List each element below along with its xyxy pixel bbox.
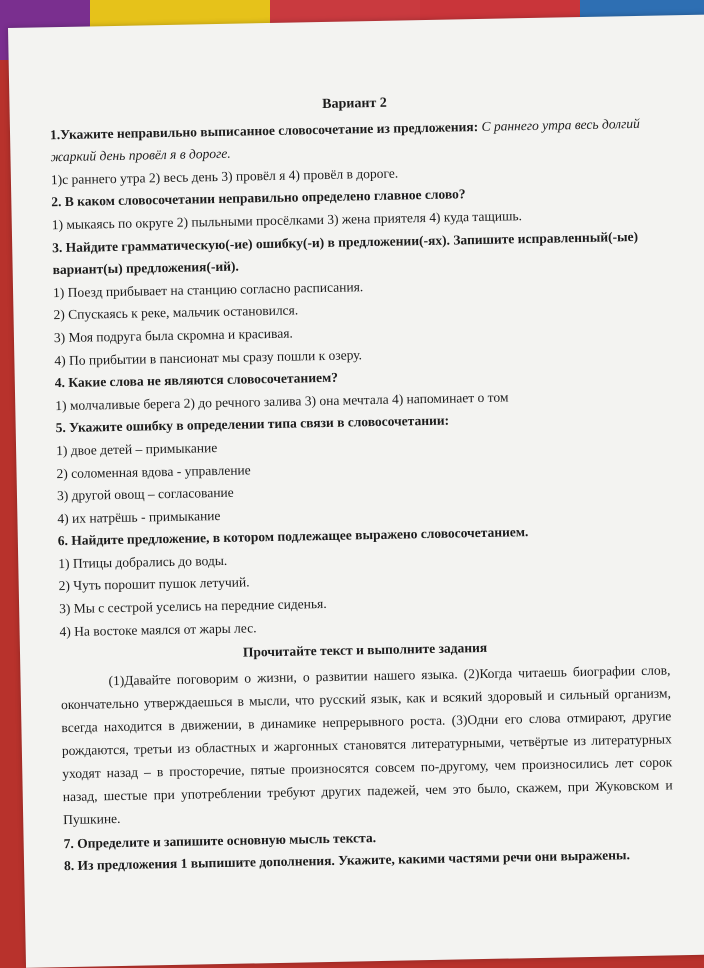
question-3-text: 3. Найдите грамматическую(-ие) ошибку(-и) в предложении(-ях). Запишите исправленный(-ые) вариант(ы) предложения(-ий).: [52, 228, 639, 278]
question-6-item: 3) Мы с сестрой уселись на передние сиденья.: [59, 596, 327, 617]
question-5-item: 1) двое детей – примыкание: [55, 439, 218, 459]
question-2-options: 1) мыкаясь по округе 2) пыльными просёлками 3) жена приятеля 4) куда тащишь.: [51, 208, 523, 233]
question-1-options: 1)с раннего утра 2) весь день 3) провёл я 4) провёл в дороге.: [50, 165, 399, 187]
question-3-item: 3) Моя подруга была скромна и красивая.: [53, 325, 293, 346]
question-5-item: 3) другой овощ – согласование: [56, 484, 234, 504]
worksheet-content: [49, 88, 674, 879]
question-3-item: 4) По прибытии в пансионат мы сразу пошли к озеру.: [54, 346, 363, 368]
question-3-item: 1) Поезд прибывает на станцию согласно расписания.: [52, 278, 364, 300]
text-section-paragraph: (1)Давайте поговорим о жизни, о развитии нашего языка. (2)Когда читаешь биографии слов, окончательно утверждаешься в мысли, что русский язык, как и всякий здоровый и сильный организм, всегда находится в движении, в динамике непрерывного роста. (3)Одни его слова отмирают, другие рождаются, третьи из областных и жаргонных становятся литературными, четвёртые из литературных уходят назад – в просторечие, пятые произносятся совсем по-другому, чем произносились лет сорок назад, шестые при употреблении требуют других падежей, чем это было, скажем, при Жуковском и Пушкине.: [60, 662, 673, 827]
question-6-item: 1) Птицы добрались до воды.: [58, 552, 228, 572]
variant-title: Вариант 2: [322, 95, 387, 112]
question-7-text: 7. Определите и запишите основную мысль текста.: [63, 829, 377, 851]
question-3-item: 2) Спускаясь к реке, мальчик остановился.: [53, 302, 299, 323]
question-5-item: 4) их натрёшь - примыкание: [57, 507, 221, 526]
paper-sheet: [8, 14, 704, 967]
question-4-options: 1) молчаливые берега 2) до речного залива 3) она мечтала 4) напоминает о том: [55, 389, 509, 413]
question-5-item: 2) соломенная вдова - управление: [56, 461, 251, 481]
text-section-heading: Прочитайте текст и выполните задания: [242, 640, 488, 660]
question-4-text: 4. Какие слова не являются словосочетанием?: [54, 369, 339, 391]
question-8-text: 8. Из предложения 1 выпишите дополнения. Укажите, какими частями речи они выражены.: [63, 847, 631, 874]
question-5-text: 5. Укажите ошибку в определении типа связи в словосочетании:: [55, 412, 450, 436]
question-6-text: 6. Найдите предложение, в котором подлежащее выражено словосочетанием.: [57, 524, 529, 549]
question-2-text: 2. В каком словосочетании неправильно определено главное слово?: [51, 186, 466, 210]
question-6-item: 4) На востоке маялся от жары лес.: [59, 619, 257, 639]
question-1-sentence: С раннего утра весь долгий жаркий день провёл я в дороге.: [50, 115, 640, 165]
question-1-text: 1.Укажите неправильно выписанное словосочетание из предложения:: [49, 118, 479, 142]
question-6-item: 2) Чуть порошит пушок летучий.: [58, 574, 250, 594]
